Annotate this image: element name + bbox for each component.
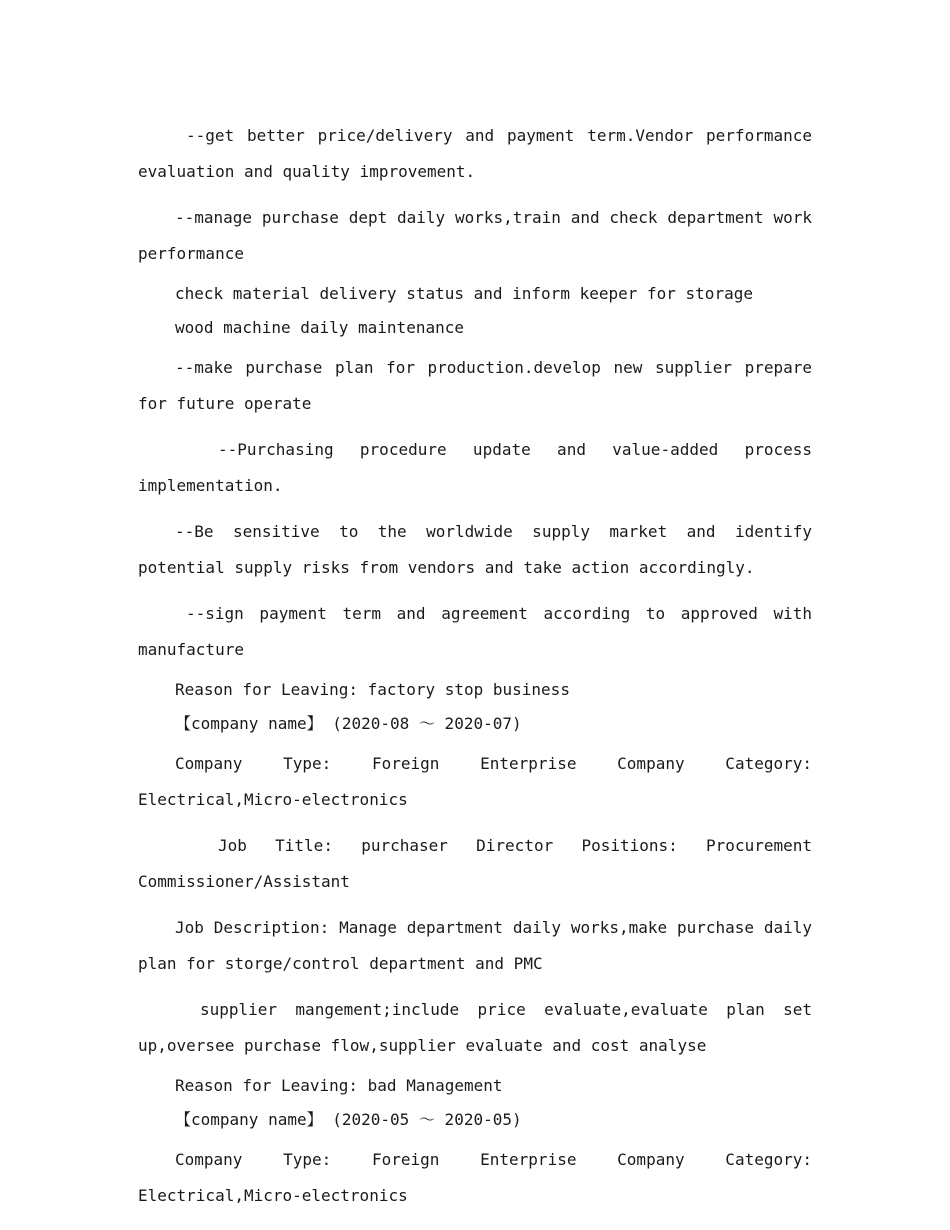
paragraph-supply-risk: --Be sensitive to the worldwide supply market and identify potential supply risks from vendors and take action accordingly. xyxy=(138,522,812,577)
job-title-1: Job Title: purchaser Director Positions: Procurement Commissioner/Assistant xyxy=(138,836,812,891)
company-heading-1: 【company name】 (2020-08 ～ 2020-07) xyxy=(175,714,522,733)
paragraph-purchase-plan: --make purchase plan for production.develop new supplier prepare for future operate xyxy=(138,358,812,413)
company-type-2: Company Type: Foreign Enterprise Company Category: Electrical,Micro-electronics xyxy=(138,1150,812,1205)
job-description-1: Job Description: Manage department daily works,make purchase daily plan for storge/control department and PMC xyxy=(138,918,812,973)
company-type-1: Company Type: Foreign Enterprise Company Category: Electrical,Micro-electronics xyxy=(138,754,812,809)
reason-for-leaving-2: Reason for Leaving: bad Management xyxy=(175,1076,503,1095)
paragraph-procedure-update: --Purchasing procedure update and value-added process implementation. xyxy=(138,440,812,495)
paragraph-manage-dept: --manage purchase dept daily works,train and check department work performance xyxy=(138,208,812,263)
paragraph-supplier-management: supplier mangement;include price evaluate,evaluate plan set up,oversee purchase flow,supplier evaluate and cost analyse xyxy=(138,1000,812,1055)
reason-for-leaving-1: Reason for Leaving: factory stop business xyxy=(175,680,570,699)
paragraph-wood-machine: wood machine daily maintenance xyxy=(175,318,464,337)
paragraph-check-delivery: check material delivery status and inform keeper for storage xyxy=(175,284,753,303)
document-page xyxy=(138,118,812,1224)
company-heading-2: 【company name】 (2020-05 ～ 2020-05) xyxy=(175,1110,522,1129)
paragraph-vendor-terms: --get better price/delivery and payment term.Vendor performance evaluation and quality improvement. xyxy=(138,126,812,181)
paragraph-payment-term: --sign payment term and agreement according to approved with manufacture xyxy=(138,604,812,659)
